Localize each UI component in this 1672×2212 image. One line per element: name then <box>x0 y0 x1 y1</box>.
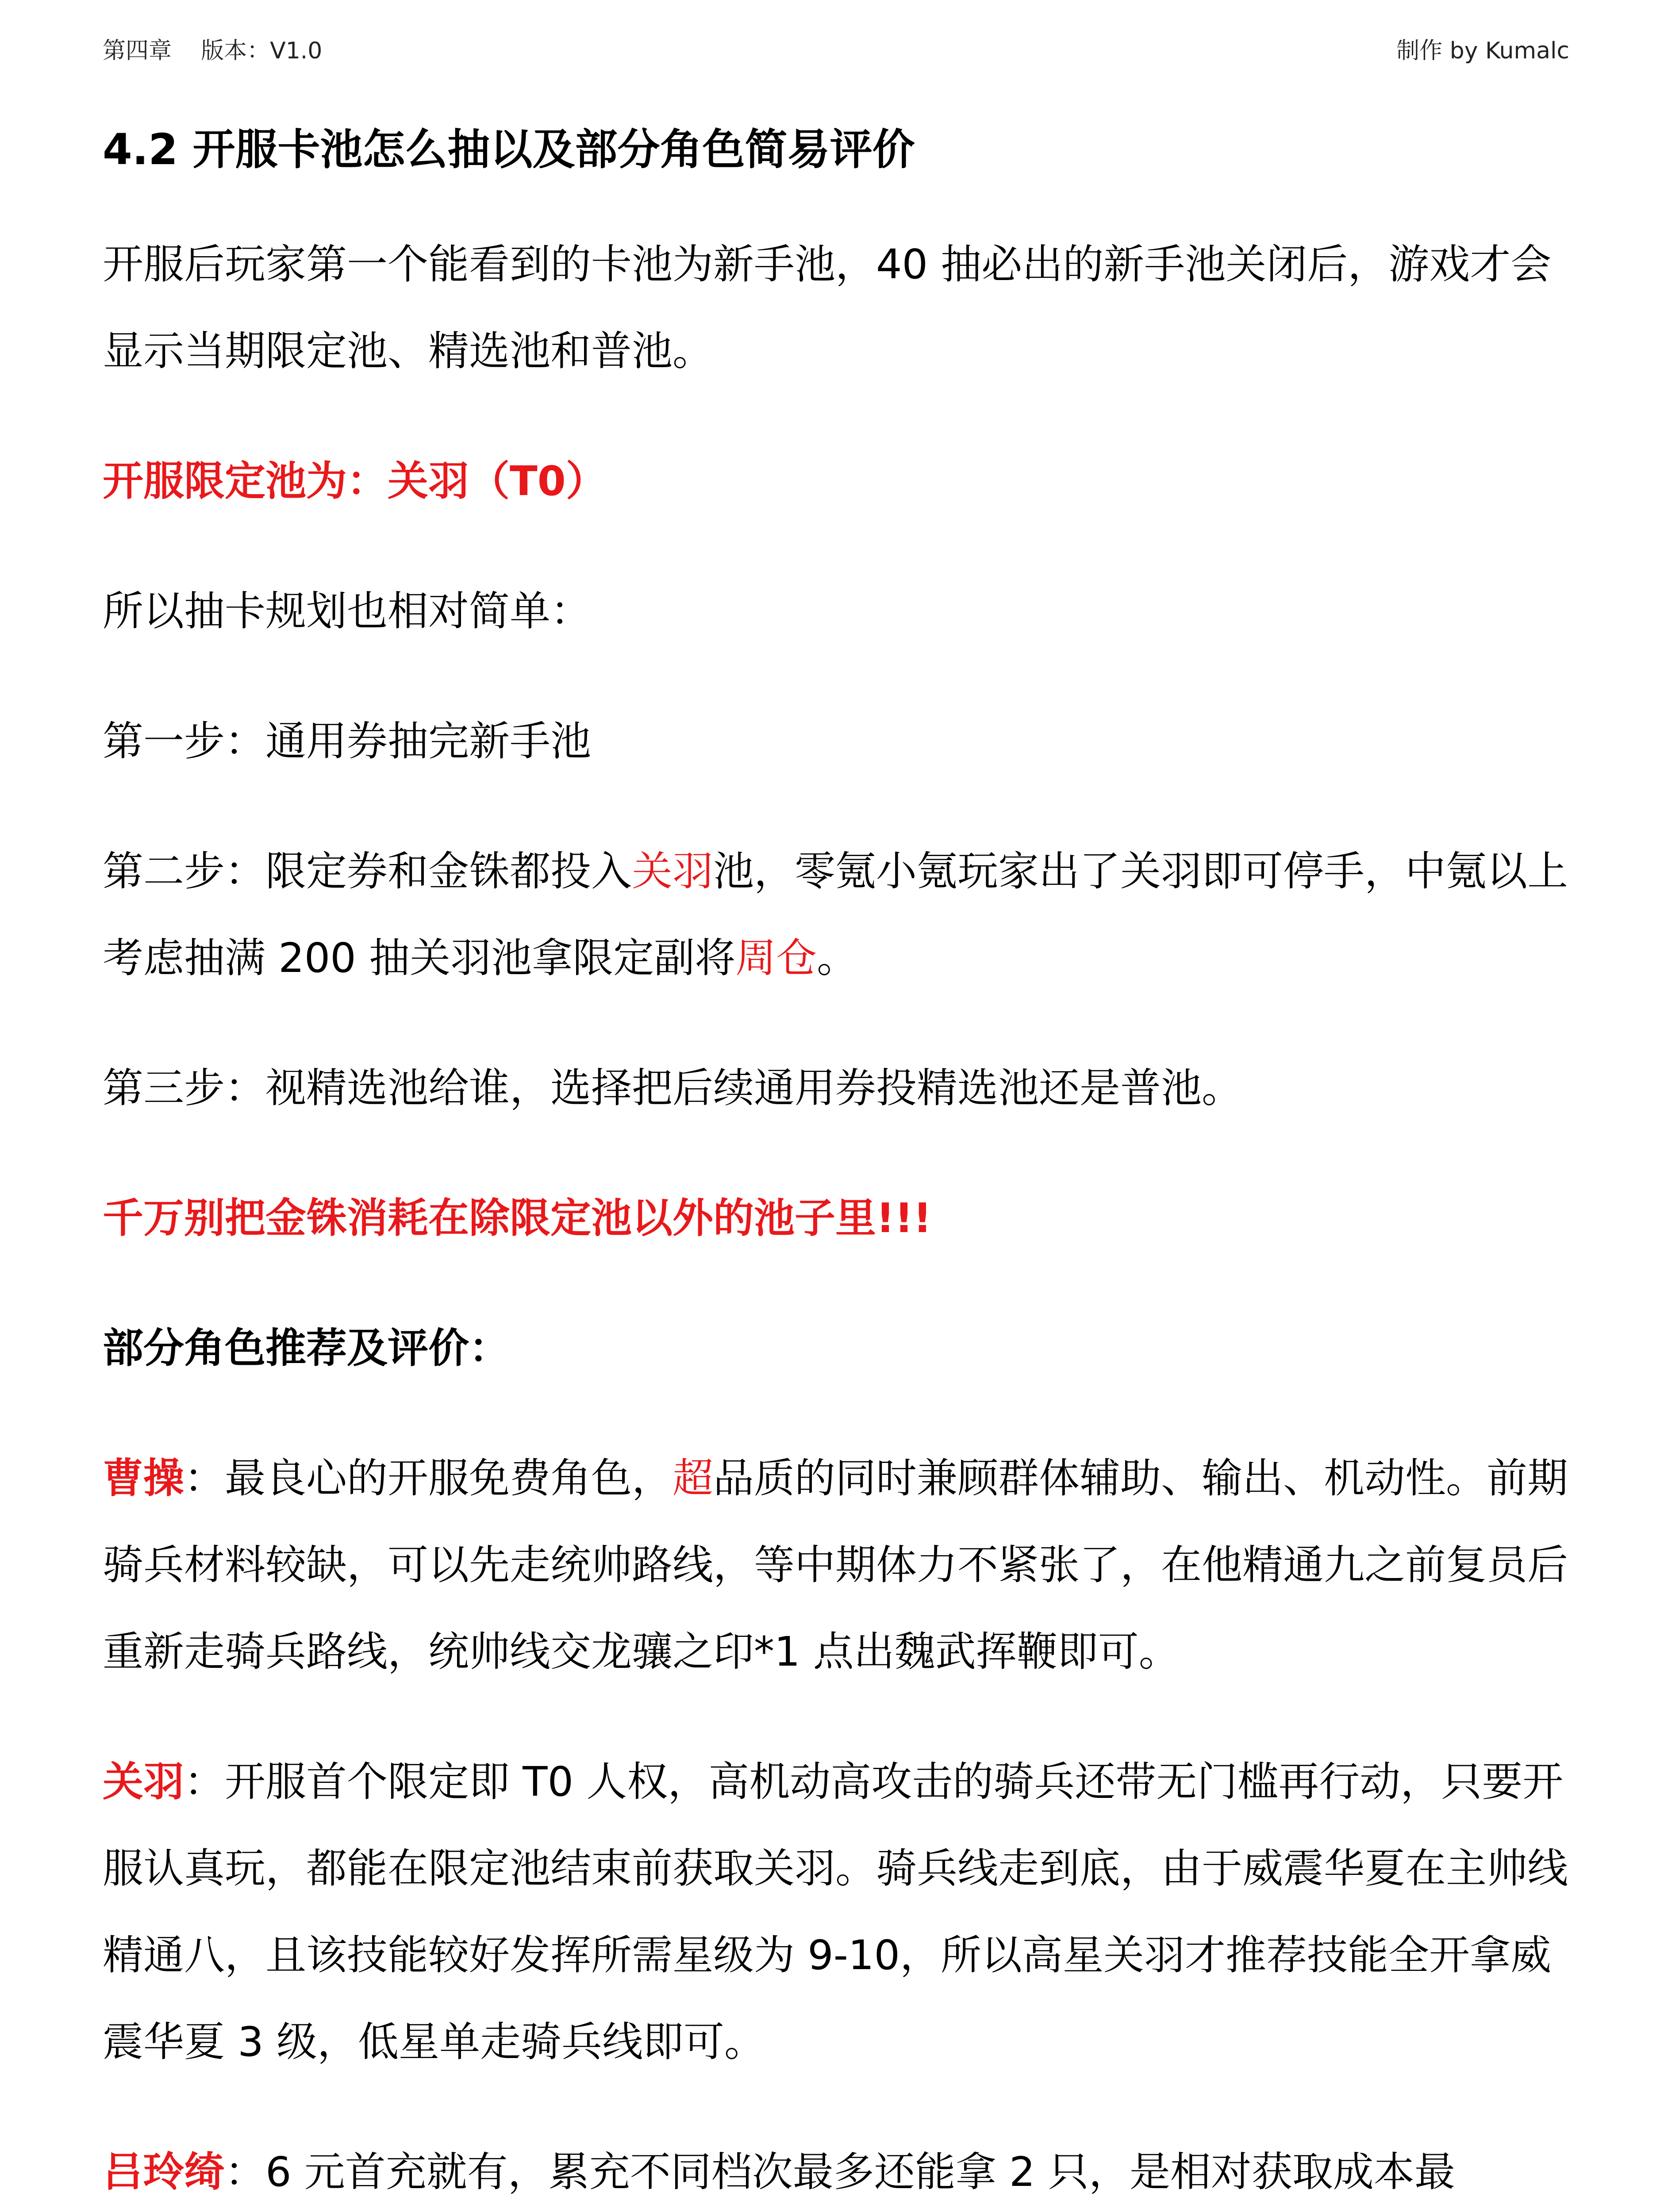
guanyu-name: 关羽 <box>103 1758 184 1805</box>
plan-intro: 所以抽卡规划也相对简单： <box>103 588 592 635</box>
limited-pool-heading: 开服限定池为：关羽（T0） <box>103 457 607 505</box>
header-author: 制作 by Kumalc <box>1396 38 1569 64</box>
step-three: 第三步：视精选池给谁，选择把后续通用券投精选池还是普池。 <box>103 1064 1243 1112</box>
step-two-zhoucang-highlight: 周仓 <box>735 934 817 982</box>
section-title: 4.2 开服卡池怎么抽以及部分角色简易评价 <box>103 125 915 174</box>
warning-text: 千万别把金铢消耗在除限定池以外的池子里!!! <box>103 1194 932 1242</box>
step-two-text-a: 第二步：限定券和金铢都投入 <box>103 848 632 895</box>
step-two-text-e: 。 <box>817 934 858 982</box>
guanyu-evaluation <box>103 1739 1569 2085</box>
lvlingqi-evaluation <box>103 2129 1569 2212</box>
header-chapter-version: 第四章 版本：V1.0 <box>103 38 323 64</box>
step-one: 第一步：通用券抽完新手池 <box>103 718 592 765</box>
step-two-guanyu-highlight: 关羽 <box>632 848 714 895</box>
lvlingqi-text: ：6 元首充就有，累充不同档次最多还能拿 2 只，是相对获取成本最 <box>225 2148 1455 2196</box>
page-header <box>103 32 1569 67</box>
step-two-text-c: 池，零氪小氪玩家出了关羽即可停手，中氪以上考虑抽满 200 抽关羽池拿限定副将 <box>103 848 1568 982</box>
page-content <box>103 106 1569 2212</box>
lvlingqi-name: 吕玲绮 <box>103 2148 225 2196</box>
caocao-name: 曹操 <box>103 1455 184 1502</box>
caocao-text-a: ：最良心的开服免费角色， <box>184 1455 673 1502</box>
paragraph-intro: 开服后玩家第一个能看到的卡池为新手池，40 抽必出的新手池关闭后，游戏才会显示当期限定池、精选池和普池。 <box>103 241 1552 375</box>
caocao-super-highlight: 超 <box>673 1455 714 1502</box>
caocao-text-c: 品质的同时兼顾群体辅助、输出、机动性。前期骑兵材料较缺，可以先走统帅路线，等中期体力不紧张了，在他精通九之前复员后重新走骑兵路线，统帅线交龙骧之印*1 点出魏武挥鞭即可。 <box>103 1455 1568 1675</box>
recommend-heading: 部分角色推荐及评价： <box>103 1325 510 1372</box>
guanyu-text: ：开服首个限定即 T0 人权，高机动高攻击的骑兵还带无门槛再行动，只要开服认真玩，都能在限定池结束前获取关羽。骑兵线走到底，由于威震华夏在主帅线精通八，且该技能较好发挥所需星级为 9-10，所以高星关羽才推荐技能全开拿威震华夏 3 级，低星单走骑兵线即可。 <box>103 1758 1568 2066</box>
caocao-evaluation <box>103 1435 1569 1695</box>
step-two <box>103 828 1569 1002</box>
